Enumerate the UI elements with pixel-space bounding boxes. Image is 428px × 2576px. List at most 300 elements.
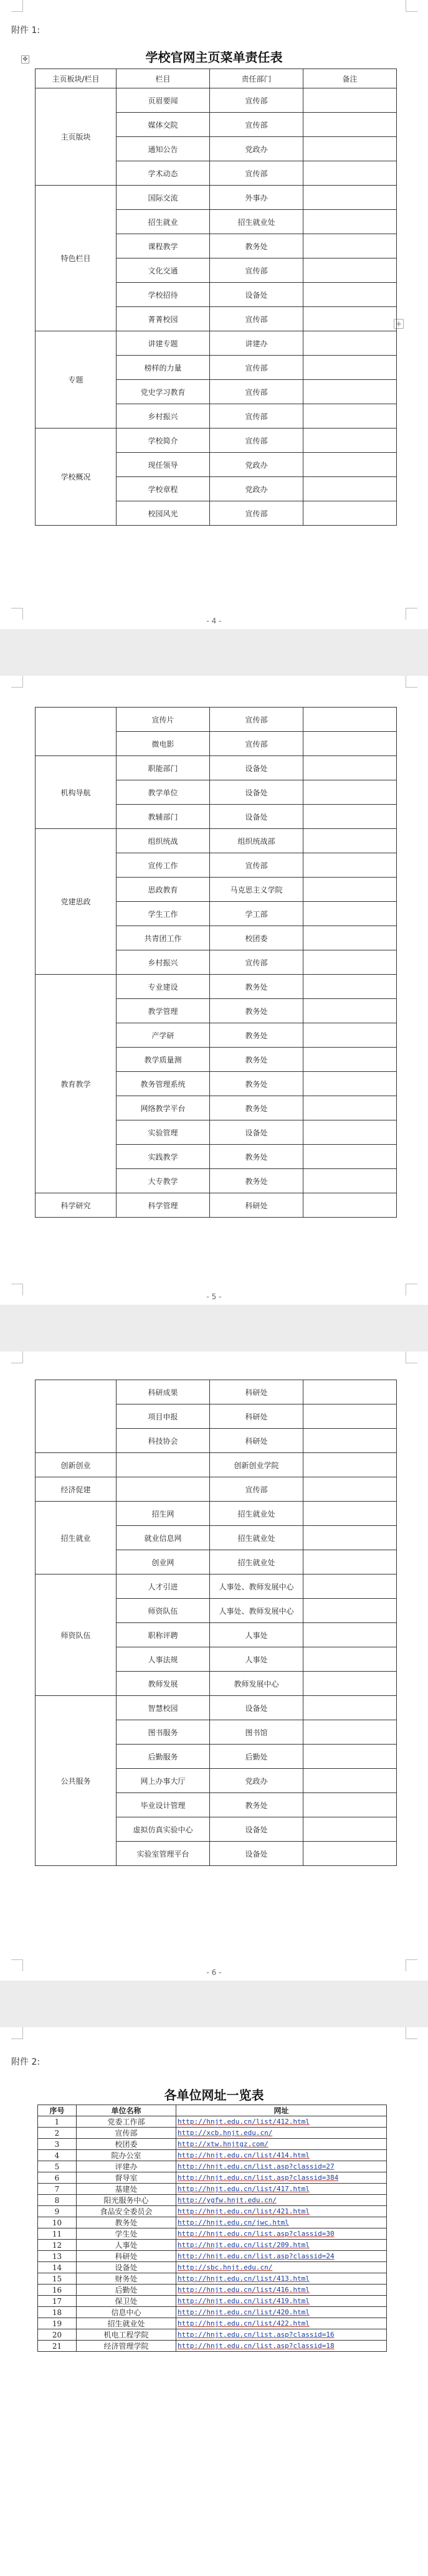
department-cell: 宣传部	[210, 732, 303, 756]
remark-cell	[303, 1550, 397, 1574]
department-cell: 宣传部	[210, 307, 303, 331]
row-number-cell: 21	[38, 2341, 77, 2352]
unit-name-cell: 校团委	[77, 2139, 176, 2150]
menu-item-cell: 通知公告	[117, 137, 210, 161]
department-cell: 招生就业处	[210, 1502, 303, 1526]
remark-cell	[303, 1404, 397, 1429]
department-cell: 教务处	[210, 1072, 303, 1096]
remark-cell	[303, 501, 397, 526]
menu-item-cell: 职称评聘	[117, 1623, 210, 1647]
department-cell: 宣传部	[210, 356, 303, 380]
department-cell: 宣传部	[210, 429, 303, 453]
department-cell: 招生就业处	[210, 1550, 303, 1574]
table-row	[36, 1193, 397, 1218]
url-link[interactable]: http://ygfw.hnjt.edu.cn/	[176, 2195, 387, 2206]
remark-cell	[303, 902, 397, 926]
remark-cell	[303, 1120, 397, 1145]
unit-name-cell: 招生就业处	[77, 2318, 176, 2329]
menu-item-cell: 实验管理	[117, 1120, 210, 1145]
remark-cell	[303, 805, 397, 829]
remark-cell	[303, 1842, 397, 1866]
remark-cell	[303, 283, 397, 307]
url-link[interactable]: http://hnjt.edu.cn/list/416.html	[176, 2285, 387, 2296]
row-number-cell: 17	[38, 2296, 77, 2307]
table-row	[38, 2341, 387, 2352]
remark-cell	[303, 1599, 397, 1623]
unit-name-cell: 机电工程学院	[77, 2329, 176, 2341]
remark-cell	[303, 161, 397, 186]
row-number-cell: 13	[38, 2251, 77, 2262]
menu-item-cell: 学生工作	[117, 902, 210, 926]
menu-item-cell: 学校招待	[117, 283, 210, 307]
url-link[interactable]: http://xcb.hnjt.edu.cn/	[176, 2128, 387, 2139]
menu-item-cell: 共青团工作	[117, 926, 210, 950]
responsibility-table-part-3	[35, 1380, 397, 1866]
menu-item-cell: 网上办事大厅	[117, 1769, 210, 1793]
department-cell: 教务处	[210, 1169, 303, 1193]
remark-cell	[303, 853, 397, 878]
section-cell: 科学研究	[36, 1193, 117, 1218]
department-cell: 设备处	[210, 805, 303, 829]
remark-cell	[303, 477, 397, 501]
menu-item-cell: 科技协会	[117, 1429, 210, 1453]
unit-name-cell: 人事处	[77, 2240, 176, 2251]
page-number: - 6 -	[206, 1968, 222, 1977]
row-number-cell: 14	[38, 2262, 77, 2273]
table-row	[38, 2285, 387, 2296]
menu-item-cell: 讲建专题	[117, 331, 210, 356]
unit-name-cell: 科研处	[77, 2251, 176, 2262]
table-row	[38, 2228, 387, 2240]
url-link[interactable]: http://hnjt.edu.cn/list.asp?classid=16	[176, 2329, 387, 2341]
menu-item-cell: 媒体交院	[117, 113, 210, 137]
menu-item-cell: 现任领导	[117, 453, 210, 477]
table-row	[38, 2116, 387, 2128]
url-link[interactable]: http://hnjt.edu.cn/list.asp?classid=384	[176, 2172, 387, 2184]
section-cell: 主页版块	[36, 88, 117, 186]
table-row	[36, 708, 397, 732]
row-number-cell: 4	[38, 2150, 77, 2161]
page-corner-mark	[11, 2027, 23, 2039]
remark-cell	[303, 1023, 397, 1048]
menu-item-cell: 思政教育	[117, 878, 210, 902]
url-link[interactable]: http://hnjt.edu.cn/list.asp?classid=18	[176, 2341, 387, 2352]
remark-cell	[303, 1477, 397, 1502]
menu-item-cell: 项目申报	[117, 1404, 210, 1429]
document-page-5	[0, 676, 428, 1305]
remark-cell	[303, 1193, 397, 1218]
page-corner-mark	[406, 676, 417, 688]
unit-name-cell: 经济管理学院	[77, 2341, 176, 2352]
remark-cell	[303, 1769, 397, 1793]
department-cell: 图书馆	[210, 1720, 303, 1745]
row-number-cell: 16	[38, 2285, 77, 2296]
department-cell: 科研处	[210, 1380, 303, 1404]
table-row	[36, 1380, 397, 1404]
unit-name-cell: 基建处	[77, 2184, 176, 2195]
table-row	[36, 1696, 397, 1720]
department-cell: 教务处	[210, 1793, 303, 1817]
menu-item-cell: 师资队伍	[117, 1599, 210, 1623]
document-page-7	[0, 2027, 428, 2576]
remark-cell	[303, 1647, 397, 1672]
unit-name-cell: 设备处	[77, 2262, 176, 2273]
document-title: 各单位网址一览表	[164, 2088, 264, 2103]
department-cell: 教务处	[210, 1023, 303, 1048]
menu-item-cell: 宣传工作	[117, 853, 210, 878]
menu-item-cell: 党史学习教育	[117, 380, 210, 404]
row-number-cell: 7	[38, 2184, 77, 2195]
menu-item-cell: 人事法规	[117, 1647, 210, 1672]
table-row	[38, 2195, 387, 2206]
menu-item-cell: 职能部门	[117, 756, 210, 780]
table-row	[38, 2150, 387, 2161]
document-page-6	[0, 1352, 428, 1981]
row-number-cell: 2	[38, 2128, 77, 2139]
remark-cell	[303, 1574, 397, 1599]
row-number-cell: 20	[38, 2329, 77, 2341]
unit-name-cell: 财务处	[77, 2273, 176, 2285]
department-cell: 后勤处	[210, 1745, 303, 1769]
department-cell: 宣传部	[210, 258, 303, 283]
unit-name-cell: 评建办	[77, 2161, 176, 2172]
row-number-cell: 8	[38, 2195, 77, 2206]
department-cell: 讲建办	[210, 331, 303, 356]
menu-item-cell: 招生网	[117, 1502, 210, 1526]
department-cell: 教务处	[210, 234, 303, 258]
unit-name-cell: 党委工作部	[77, 2116, 176, 2128]
department-cell: 科研处	[210, 1193, 303, 1218]
menu-item-cell: 文化交通	[117, 258, 210, 283]
url-link[interactable]: http://hnjt.edu.cn/list/420.html	[176, 2307, 387, 2318]
menu-item-cell: 课程教学	[117, 234, 210, 258]
section-cell: 招生就业	[36, 1502, 117, 1574]
menu-item-cell: 学校简介	[117, 429, 210, 453]
table-row	[36, 1477, 397, 1502]
section-cell	[36, 708, 117, 756]
page-number: - 5 -	[206, 1292, 222, 1301]
menu-item-cell: 教学管理	[117, 999, 210, 1023]
menu-item-cell: 专业建设	[117, 975, 210, 999]
remark-cell	[303, 331, 397, 356]
url-link[interactable]: http://hnjt.edu.cn/list/417.html	[176, 2184, 387, 2195]
department-cell: 设备处	[210, 1696, 303, 1720]
department-cell: 人事处、教师发展中心	[210, 1599, 303, 1623]
menu-item-cell: 人才引进	[117, 1574, 210, 1599]
remark-cell	[303, 88, 397, 113]
remark-cell	[303, 1720, 397, 1745]
menu-item-cell: 网络教学平台	[117, 1096, 210, 1120]
page-corner-mark	[11, 1352, 23, 1363]
department-cell: 学工部	[210, 902, 303, 926]
department-cell: 招生就业处	[210, 210, 303, 234]
row-number-cell: 12	[38, 2240, 77, 2251]
remark-cell	[303, 1380, 397, 1404]
department-cell: 宣传部	[210, 380, 303, 404]
row-number-cell: 15	[38, 2273, 77, 2285]
menu-item-cell: 乡村振兴	[117, 404, 210, 429]
remark-cell	[303, 1526, 397, 1550]
department-cell: 宣传部	[210, 88, 303, 113]
department-cell: 校团委	[210, 926, 303, 950]
remark-cell	[303, 1623, 397, 1647]
table-row	[36, 1502, 397, 1526]
department-cell: 设备处	[210, 1120, 303, 1145]
remark-cell	[303, 210, 397, 234]
table-row	[38, 2184, 387, 2195]
table-row	[36, 331, 397, 356]
department-cell: 人事处	[210, 1623, 303, 1647]
row-number-cell: 1	[38, 2116, 77, 2128]
page-corner-mark	[406, 2027, 417, 2039]
remark-cell	[303, 1145, 397, 1169]
column-header: 序号	[38, 2105, 77, 2116]
department-cell: 教务处	[210, 1145, 303, 1169]
menu-item-cell: 就业信息网	[117, 1526, 210, 1550]
menu-item-cell: 教学质量测	[117, 1048, 210, 1072]
table-row	[38, 2240, 387, 2251]
remark-cell	[303, 429, 397, 453]
remark-cell	[303, 1048, 397, 1072]
column-header: 责任部门	[210, 69, 303, 88]
table-row	[36, 88, 397, 113]
unit-name-cell: 教务处	[77, 2217, 176, 2228]
menu-item-cell: 毕业设计管理	[117, 1793, 210, 1817]
department-cell: 宣传部	[210, 501, 303, 526]
menu-item-cell: 榜样的力量	[117, 356, 210, 380]
table-row	[38, 2172, 387, 2184]
remark-cell	[303, 878, 397, 902]
responsibility-table-part-2	[35, 707, 397, 1218]
url-link[interactable]: http://hnjt.edu.cn/list/209.html	[176, 2240, 387, 2251]
table-row	[36, 1453, 397, 1477]
page-number: - 4 -	[206, 617, 222, 625]
row-number-cell: 10	[38, 2217, 77, 2228]
menu-item-cell: 微电影	[117, 732, 210, 756]
table-row	[36, 829, 397, 853]
department-cell: 外事办	[210, 186, 303, 210]
url-link[interactable]: http://xtw.hnjtgz.com/	[176, 2139, 387, 2150]
remark-cell	[303, 186, 397, 210]
table-row	[36, 429, 397, 453]
remark-cell	[303, 1072, 397, 1096]
menu-item-cell: 菁菁校园	[117, 307, 210, 331]
row-number-cell: 5	[38, 2161, 77, 2172]
menu-item-cell: 产学研	[117, 1023, 210, 1048]
remark-cell	[303, 234, 397, 258]
department-cell: 设备处	[210, 283, 303, 307]
unit-name-cell: 保卫处	[77, 2296, 176, 2307]
unit-name-cell: 宣传部	[77, 2128, 176, 2139]
remark-cell	[303, 1696, 397, 1720]
department-cell: 宣传部	[210, 404, 303, 429]
page-corner-mark	[406, 1352, 417, 1363]
row-number-cell: 9	[38, 2206, 77, 2217]
table-row	[38, 2161, 387, 2172]
department-cell: 宣传部	[210, 1477, 303, 1502]
unit-name-cell: 院办公室	[77, 2150, 176, 2161]
row-number-cell: 6	[38, 2172, 77, 2184]
department-cell: 教务处	[210, 975, 303, 999]
remark-cell	[303, 137, 397, 161]
url-link[interactable]: http://hnjt.edu.cn/jwc.html	[176, 2217, 387, 2228]
remark-cell	[303, 1453, 397, 1477]
table-move-handle-icon[interactable]: ✥	[21, 55, 29, 64]
url-link[interactable]: http://sbc.hnjt.edu.cn/	[176, 2262, 387, 2273]
menu-item-cell: 页眉要闻	[117, 88, 210, 113]
attachment-label: 附件 2:	[11, 2057, 40, 2067]
url-link[interactable]: http://hnjt.edu.cn/list/413.html	[176, 2273, 387, 2285]
menu-item-cell	[117, 1453, 210, 1477]
menu-item-cell: 大专教学	[117, 1169, 210, 1193]
table-row	[38, 2206, 387, 2217]
department-cell: 马克思主义学院	[210, 878, 303, 902]
column-header: 备注	[303, 69, 397, 88]
menu-item-cell: 招生就业	[117, 210, 210, 234]
section-cell: 公共服务	[36, 1696, 117, 1866]
unit-name-cell: 阳光服务中心	[77, 2195, 176, 2206]
department-cell: 宣传部	[210, 708, 303, 732]
table-row	[38, 2262, 387, 2273]
department-cell: 宣传部	[210, 950, 303, 975]
remark-cell	[303, 307, 397, 331]
table-row	[38, 2296, 387, 2307]
menu-item-cell	[117, 1477, 210, 1502]
url-link[interactable]: http://hnjt.edu.cn/list/414.html	[176, 2150, 387, 2161]
column-header: 栏目	[117, 69, 210, 88]
remark-cell	[303, 1429, 397, 1453]
table-row	[38, 2251, 387, 2262]
column-header: 网址	[176, 2105, 387, 2116]
department-cell: 教师发展中心	[210, 1672, 303, 1696]
menu-item-cell: 科学管理	[117, 1193, 210, 1218]
url-link[interactable]: http://hnjt.edu.cn/list/422.html	[176, 2318, 387, 2329]
remark-cell	[303, 113, 397, 137]
page-corner-mark	[11, 676, 23, 688]
page-corner-mark	[406, 0, 417, 12]
department-cell: 宣传部	[210, 161, 303, 186]
remark-cell	[303, 999, 397, 1023]
responsibility-table-part-1	[35, 69, 397, 526]
menu-item-cell: 教务管理系统	[117, 1072, 210, 1096]
section-cell: 特色栏目	[36, 186, 117, 331]
remark-cell	[303, 453, 397, 477]
department-cell: 设备处	[210, 756, 303, 780]
department-cell: 教务处	[210, 999, 303, 1023]
department-cell: 宣传部	[210, 853, 303, 878]
remark-cell	[303, 1502, 397, 1526]
section-cell: 师资队伍	[36, 1574, 117, 1696]
menu-item-cell: 宣传片	[117, 708, 210, 732]
department-cell: 人事处	[210, 1647, 303, 1672]
department-cell: 招生就业处	[210, 1526, 303, 1550]
department-cell: 党政办	[210, 137, 303, 161]
table-row	[36, 1574, 397, 1599]
table-row	[38, 2329, 387, 2341]
department-cell: 宣传部	[210, 113, 303, 137]
menu-item-cell: 校园风光	[117, 501, 210, 526]
menu-item-cell: 教辅部门	[117, 805, 210, 829]
remark-cell	[303, 926, 397, 950]
department-cell: 创新创业学院	[210, 1453, 303, 1477]
remark-cell	[303, 1169, 397, 1193]
menu-item-cell: 教学单位	[117, 780, 210, 805]
remark-cell	[303, 829, 397, 853]
document-page-4	[0, 0, 428, 629]
menu-item-cell: 乡村振兴	[117, 950, 210, 975]
department-cell: 党政办	[210, 477, 303, 501]
menu-item-cell: 组织统战	[117, 829, 210, 853]
menu-item-cell: 虚拟仿真实验中心	[117, 1817, 210, 1842]
unit-name-cell: 食品安全委员会	[77, 2206, 176, 2217]
remark-cell	[303, 950, 397, 975]
document-title: 学校官网主页菜单责任表	[145, 50, 283, 65]
department-cell: 科研处	[210, 1429, 303, 1453]
table-row	[36, 975, 397, 999]
url-link[interactable]: http://hnjt.edu.cn/list.asp?classid=24	[176, 2251, 387, 2262]
row-number-cell: 11	[38, 2228, 77, 2240]
table-row	[38, 2139, 387, 2150]
department-cell: 科研处	[210, 1404, 303, 1429]
column-header: 主页板块/栏目	[36, 69, 117, 88]
column-header: 单位名称	[77, 2105, 176, 2116]
url-link[interactable]: http://hnjt.edu.cn/list/419.html	[176, 2296, 387, 2307]
row-number-cell: 3	[38, 2139, 77, 2150]
department-cell: 设备处	[210, 1817, 303, 1842]
department-cell: 教务处	[210, 1096, 303, 1120]
menu-item-cell: 实践教学	[117, 1145, 210, 1169]
remark-cell	[303, 1096, 397, 1120]
row-number-cell: 19	[38, 2318, 77, 2329]
remark-cell	[303, 1745, 397, 1769]
remark-cell	[303, 708, 397, 732]
department-cell: 人事处、教师发展中心	[210, 1574, 303, 1599]
url-link[interactable]: http://hnjt.edu.cn/list.asp?classid=30	[176, 2228, 387, 2240]
menu-item-cell: 后勤服务	[117, 1745, 210, 1769]
url-link[interactable]: http://hnjt.edu.cn/list/412.html	[176, 2116, 387, 2128]
add-column-icon[interactable]: +	[394, 319, 404, 329]
department-cell: 组织统战部	[210, 829, 303, 853]
table-row	[36, 756, 397, 780]
section-cell	[36, 1380, 117, 1453]
unit-name-cell: 后勤处	[77, 2285, 176, 2296]
remark-cell	[303, 975, 397, 999]
department-cell: 设备处	[210, 780, 303, 805]
table-row	[38, 2128, 387, 2139]
remark-cell	[303, 1672, 397, 1696]
url-link[interactable]: http://hnjt.edu.cn/list/421.html	[176, 2206, 387, 2217]
menu-item-cell: 创业网	[117, 1550, 210, 1574]
row-number-cell: 18	[38, 2307, 77, 2318]
remark-cell	[303, 404, 397, 429]
section-cell: 专题	[36, 331, 117, 429]
department-cell: 党政办	[210, 453, 303, 477]
url-link[interactable]: http://hnjt.edu.cn/list.asp?classid=27	[176, 2161, 387, 2172]
menu-item-cell: 国际交流	[117, 186, 210, 210]
section-cell: 党建思政	[36, 829, 117, 975]
remark-cell	[303, 356, 397, 380]
department-cell: 设备处	[210, 1842, 303, 1866]
table-row	[38, 2318, 387, 2329]
section-cell: 教育教学	[36, 975, 117, 1193]
unit-name-cell: 督导室	[77, 2172, 176, 2184]
unit-name-cell: 信息中心	[77, 2307, 176, 2318]
remark-cell	[303, 380, 397, 404]
menu-item-cell: 智慧校园	[117, 1696, 210, 1720]
section-cell: 机构导航	[36, 756, 117, 829]
menu-item-cell: 教师发展	[117, 1672, 210, 1696]
table-row	[36, 186, 397, 210]
